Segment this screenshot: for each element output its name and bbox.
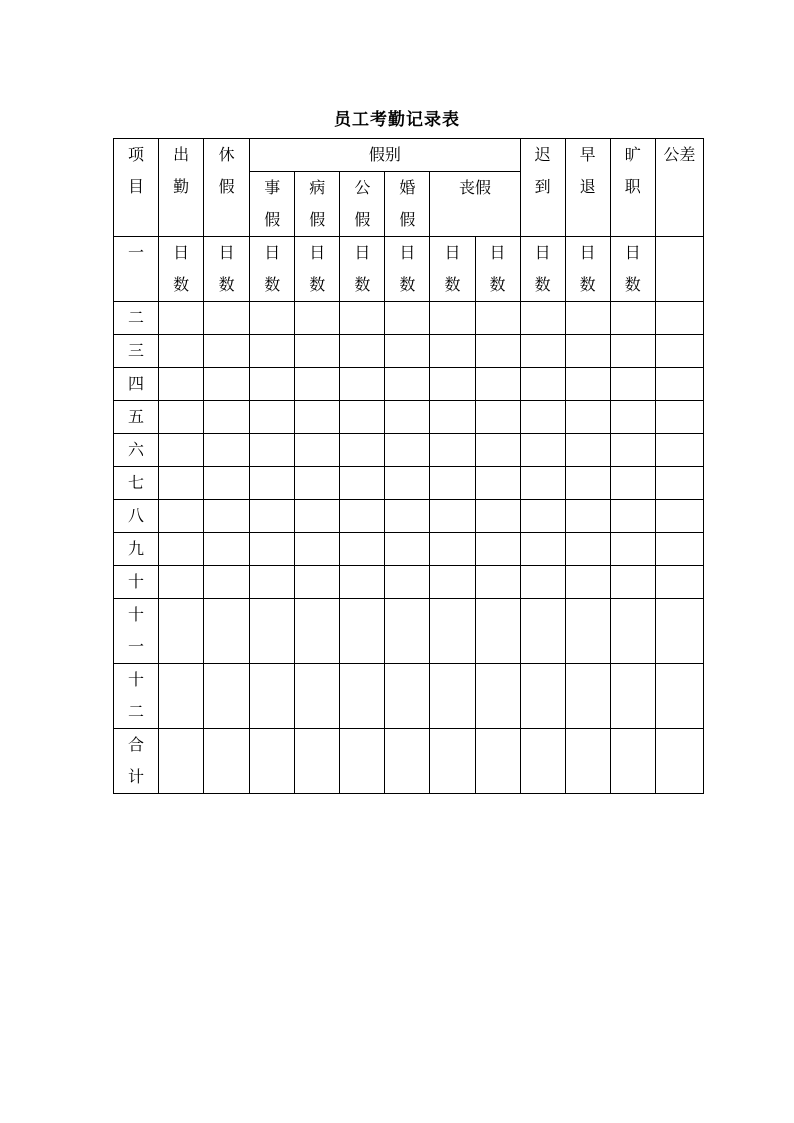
data-cell[interactable] [565, 401, 610, 434]
unit-count: 数 [309, 275, 326, 294]
data-cell[interactable] [340, 729, 385, 794]
data-cell[interactable] [159, 434, 204, 467]
row-label-total-line1: 合 [128, 735, 145, 754]
data-cell[interactable] [475, 434, 520, 467]
data-cell[interactable] [159, 566, 204, 599]
data-cell[interactable] [204, 368, 250, 401]
unit-cell [159, 237, 204, 302]
header-absent-line1: 旷 [624, 145, 641, 164]
header-personal-leave [250, 172, 295, 237]
data-cell[interactable] [565, 302, 610, 335]
data-cell[interactable] [475, 664, 520, 729]
row-label-12-line1: 十 [128, 670, 145, 689]
header-leave-group: 假别 [250, 139, 520, 172]
row-label-8: 八 [114, 500, 159, 533]
data-cell[interactable] [430, 500, 475, 533]
unit-cell [610, 237, 655, 302]
unit-day: 日 [218, 243, 235, 262]
unit-day: 日 [534, 243, 551, 262]
data-cell[interactable] [520, 729, 565, 794]
header-attendance-line1: 出 [173, 145, 190, 164]
data-cell[interactable] [520, 566, 565, 599]
data-cell[interactable] [610, 500, 655, 533]
header-business-trip: 公差 [655, 139, 703, 237]
data-cell[interactable] [655, 500, 703, 533]
data-cell[interactable] [520, 302, 565, 335]
data-cell[interactable] [475, 368, 520, 401]
data-cell[interactable] [610, 335, 655, 368]
data-cell[interactable] [655, 599, 703, 664]
data-cell[interactable] [655, 664, 703, 729]
data-cell[interactable] [565, 500, 610, 533]
header-rest-line2: 假 [218, 177, 235, 196]
data-cell[interactable] [204, 467, 250, 500]
data-cell[interactable] [250, 533, 295, 566]
data-cell[interactable] [520, 467, 565, 500]
data-cell[interactable] [475, 467, 520, 500]
unit-day: 日 [399, 243, 416, 262]
data-cell[interactable] [340, 664, 385, 729]
data-cell[interactable] [295, 729, 340, 794]
unit-cell [520, 237, 565, 302]
data-cell[interactable] [610, 302, 655, 335]
data-cell[interactable] [655, 401, 703, 434]
unit-cell [250, 237, 295, 302]
unit-cell [204, 237, 250, 302]
data-cell[interactable] [385, 599, 430, 664]
data-cell[interactable] [520, 599, 565, 664]
data-cell[interactable] [204, 533, 250, 566]
data-cell[interactable] [565, 566, 610, 599]
data-cell[interactable] [250, 500, 295, 533]
header-item-line1: 项 [128, 145, 145, 164]
data-cell[interactable] [159, 302, 204, 335]
data-cell[interactable] [340, 500, 385, 533]
data-cell[interactable] [385, 566, 430, 599]
data-cell[interactable] [475, 401, 520, 434]
header-official-leave-line2: 假 [354, 210, 371, 229]
data-cell[interactable] [385, 533, 430, 566]
data-cell[interactable] [655, 729, 703, 794]
data-cell[interactable] [565, 664, 610, 729]
data-cell[interactable] [655, 302, 703, 335]
header-attendance-line2: 勤 [173, 177, 190, 196]
page-title: 员工考勤记录表 [334, 110, 460, 130]
data-cell[interactable] [250, 566, 295, 599]
unit-cell [565, 237, 610, 302]
row-label-3: 三 [114, 335, 159, 368]
unit-count: 数 [354, 275, 371, 294]
data-cell[interactable] [385, 467, 430, 500]
data-cell[interactable] [655, 467, 703, 500]
unit-cell [295, 237, 340, 302]
data-cell[interactable] [250, 401, 295, 434]
data-cell[interactable] [565, 729, 610, 794]
data-cell[interactable] [295, 500, 340, 533]
data-cell[interactable] [520, 664, 565, 729]
data-cell[interactable] [520, 368, 565, 401]
data-cell[interactable] [475, 566, 520, 599]
unit-day: 日 [444, 243, 461, 262]
data-cell[interactable] [295, 599, 340, 664]
data-cell[interactable] [159, 368, 204, 401]
unit-day: 日 [579, 243, 596, 262]
data-cell[interactable] [655, 566, 703, 599]
data-cell[interactable] [295, 664, 340, 729]
data-cell[interactable] [385, 401, 430, 434]
data-cell[interactable] [655, 237, 703, 302]
data-cell[interactable] [340, 467, 385, 500]
header-rest [204, 139, 250, 237]
data-cell[interactable] [385, 302, 430, 335]
unit-count: 数 [579, 275, 596, 294]
data-cell[interactable] [385, 434, 430, 467]
data-cell[interactable] [159, 533, 204, 566]
data-cell[interactable] [475, 599, 520, 664]
row-label-11-line2: 一 [128, 637, 145, 656]
row-label-total-line2: 计 [128, 767, 145, 786]
data-cell[interactable] [204, 664, 250, 729]
header-attendance [159, 139, 204, 237]
data-cell[interactable] [340, 434, 385, 467]
header-late [520, 139, 565, 237]
data-cell[interactable] [250, 729, 295, 794]
data-cell[interactable] [430, 401, 475, 434]
data-cell[interactable] [520, 434, 565, 467]
data-cell[interactable] [385, 500, 430, 533]
header-marriage-leave-line1: 婚 [399, 178, 416, 197]
data-cell[interactable] [430, 368, 475, 401]
data-cell[interactable] [295, 467, 340, 500]
data-cell[interactable] [655, 335, 703, 368]
unit-cell [385, 237, 430, 302]
data-cell[interactable] [250, 467, 295, 500]
unit-count: 数 [444, 275, 461, 294]
unit-day: 日 [264, 243, 281, 262]
data-cell[interactable] [385, 368, 430, 401]
header-personal-leave-line2: 假 [264, 210, 281, 229]
unit-count: 数 [624, 275, 641, 294]
header-official-leave-line1: 公 [354, 178, 371, 197]
data-cell[interactable] [204, 566, 250, 599]
data-cell[interactable] [159, 500, 204, 533]
data-cell[interactable] [610, 533, 655, 566]
data-cell[interactable] [610, 729, 655, 794]
header-absent-line2: 职 [624, 177, 641, 196]
header-marriage-leave-line2: 假 [399, 210, 416, 229]
data-cell[interactable] [520, 401, 565, 434]
unit-day: 日 [354, 243, 371, 262]
unit-count: 数 [173, 275, 190, 294]
data-cell[interactable] [250, 302, 295, 335]
data-cell[interactable] [655, 533, 703, 566]
data-cell[interactable] [610, 434, 655, 467]
data-cell[interactable] [610, 368, 655, 401]
data-cell[interactable] [204, 729, 250, 794]
data-cell[interactable] [250, 664, 295, 729]
data-cell[interactable] [430, 434, 475, 467]
data-cell[interactable] [610, 664, 655, 729]
unit-cell [340, 237, 385, 302]
data-cell[interactable] [340, 566, 385, 599]
row-label-total [114, 729, 159, 794]
data-cell[interactable] [295, 434, 340, 467]
data-cell[interactable] [340, 401, 385, 434]
data-cell[interactable] [565, 467, 610, 500]
data-cell[interactable] [204, 434, 250, 467]
data-cell[interactable] [430, 302, 475, 335]
row-label-12-line2: 二 [128, 702, 145, 721]
header-personal-leave-line1: 事 [264, 178, 281, 197]
header-early-leave-line2: 退 [579, 177, 596, 196]
data-cell[interactable] [295, 401, 340, 434]
header-funeral-leave: 丧假 [430, 172, 520, 237]
data-cell[interactable] [430, 467, 475, 500]
data-cell[interactable] [430, 599, 475, 664]
row-label-11-line1: 十 [128, 605, 145, 624]
data-cell[interactable] [565, 599, 610, 664]
unit-count: 数 [218, 275, 235, 294]
data-cell[interactable] [655, 368, 703, 401]
data-cell[interactable] [610, 467, 655, 500]
data-cell[interactable] [295, 566, 340, 599]
row-label-2: 二 [114, 302, 159, 335]
data-cell[interactable] [385, 729, 430, 794]
data-cell[interactable] [520, 533, 565, 566]
data-cell[interactable] [204, 302, 250, 335]
data-cell[interactable] [565, 434, 610, 467]
data-cell[interactable] [340, 599, 385, 664]
row-label-10: 十 [114, 566, 159, 599]
data-cell[interactable] [204, 500, 250, 533]
row-label-1: 一 [114, 237, 159, 302]
unit-cell [430, 237, 475, 302]
data-cell[interactable] [610, 401, 655, 434]
data-cell[interactable] [565, 533, 610, 566]
row-label-12 [114, 664, 159, 729]
header-item [114, 139, 159, 237]
data-cell[interactable] [295, 302, 340, 335]
data-cell[interactable] [340, 302, 385, 335]
data-cell[interactable] [250, 368, 295, 401]
row-label-11 [114, 599, 159, 664]
row-label-5: 五 [114, 401, 159, 434]
data-cell[interactable] [204, 401, 250, 434]
row-label-6: 六 [114, 434, 159, 467]
data-cell[interactable] [204, 335, 250, 368]
header-item-line2: 目 [128, 177, 145, 196]
header-official-leave [340, 172, 385, 237]
data-cell[interactable] [159, 599, 204, 664]
unit-day: 日 [489, 243, 506, 262]
data-cell[interactable] [385, 664, 430, 729]
header-marriage-leave [385, 172, 430, 237]
data-cell[interactable] [340, 335, 385, 368]
data-cell[interactable] [520, 335, 565, 368]
header-absent [610, 139, 655, 237]
data-cell[interactable] [475, 335, 520, 368]
data-cell[interactable] [159, 467, 204, 500]
row-label-7: 七 [114, 467, 159, 500]
row-label-4: 四 [114, 368, 159, 401]
data-cell[interactable] [520, 500, 565, 533]
header-sick-leave-line2: 假 [309, 210, 326, 229]
data-cell[interactable] [475, 533, 520, 566]
data-cell[interactable] [565, 368, 610, 401]
header-rest-line1: 休 [218, 145, 235, 164]
data-cell[interactable] [295, 335, 340, 368]
header-late-line2: 到 [534, 177, 551, 196]
header-early-leave [565, 139, 610, 237]
data-cell[interactable] [204, 599, 250, 664]
data-cell[interactable] [250, 335, 295, 368]
data-cell[interactable] [610, 599, 655, 664]
data-cell[interactable] [159, 335, 204, 368]
header-early-leave-line1: 早 [579, 145, 596, 164]
unit-count: 数 [264, 275, 281, 294]
data-cell[interactable] [475, 500, 520, 533]
data-cell[interactable] [295, 368, 340, 401]
data-cell[interactable] [655, 434, 703, 467]
data-cell[interactable] [430, 335, 475, 368]
data-cell[interactable] [159, 729, 204, 794]
data-cell[interactable] [340, 368, 385, 401]
header-late-line1: 迟 [534, 145, 551, 164]
row-label-9: 九 [114, 533, 159, 566]
header-sick-leave-line1: 病 [309, 178, 326, 197]
unit-day: 日 [173, 243, 190, 262]
data-cell[interactable] [430, 533, 475, 566]
unit-count: 数 [399, 275, 416, 294]
data-cell[interactable] [295, 533, 340, 566]
data-cell[interactable] [475, 729, 520, 794]
data-cell[interactable] [159, 401, 204, 434]
header-sick-leave [295, 172, 340, 237]
unit-cell [475, 237, 520, 302]
data-cell[interactable] [430, 566, 475, 599]
data-cell[interactable] [610, 566, 655, 599]
data-cell[interactable] [430, 664, 475, 729]
attendance-table [113, 138, 704, 794]
data-cell[interactable] [565, 335, 610, 368]
data-cell[interactable] [250, 434, 295, 467]
data-cell[interactable] [430, 729, 475, 794]
unit-day: 日 [624, 243, 641, 262]
unit-day: 日 [309, 243, 326, 262]
unit-count: 数 [489, 275, 506, 294]
unit-count: 数 [534, 275, 551, 294]
data-cell[interactable] [475, 302, 520, 335]
data-cell[interactable] [159, 664, 204, 729]
data-cell[interactable] [385, 335, 430, 368]
data-cell[interactable] [340, 533, 385, 566]
data-cell[interactable] [250, 599, 295, 664]
